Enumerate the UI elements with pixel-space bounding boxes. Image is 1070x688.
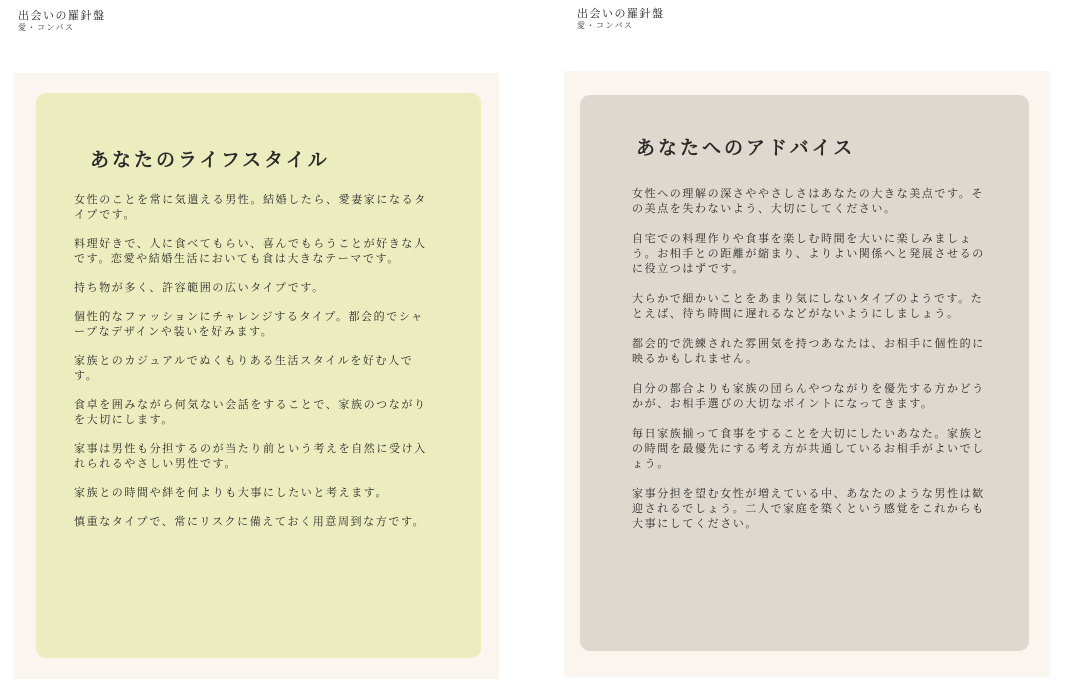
advice-paragraph: 家事分担を望む女性が増えている中、あなたのような男性は歓迎されるでしょう。二人で家庭を築くという感覚をこれからも大事にしてください。 [632, 487, 985, 530]
lifestyle-paragraph: 食卓を囲みながら何気ない会話をすることで、家族のつながりを大切にします。 [74, 398, 427, 426]
lifestyle-paragraph: 女性のことを常に気遣える男性。結婚したら、愛妻家になるタイプです。 [74, 193, 427, 221]
advice-card [580, 95, 1029, 651]
lifestyle-paragraph: 個性的なファッションにチャレンジするタイプ。都会的でシャープなデザインや装いを好みます。 [74, 310, 424, 338]
lifestyle-paragraph: 持ち物が多く、許容範囲の広いタイプです。 [74, 281, 325, 294]
lifestyle-paragraph: 料理好きで、人に食べてもらい、喜んでもらうことが好きな人です。恋愛や結婚生活においても食は大きなテーマです。 [74, 237, 427, 265]
lifestyle-card [36, 93, 481, 658]
advice-paragraph: 都会的で洗練された雰囲気を持つあなたは、お相手に個性的に映るかもしれません。 [632, 337, 985, 365]
advice-paragraph: 自分の都合よりも家族の団らんやつながりを優先する方かどうかが、お相手選びの大切なポイントになってきます。 [632, 382, 985, 410]
advice-paragraph: 女性への理解の深さややさしさはあなたの大きな美点です。その美点を失わないよう、大切にしてください。 [632, 187, 984, 215]
brand-header-left [18, 10, 106, 32]
advice-paragraph: 毎日家族揃って食事をすることを大切にしたいあなた。家族との時間を最優先にする考え方が共通しているお相手がよいでしょう。 [632, 427, 985, 470]
brand-subtitle: 愛・コンパス [18, 22, 75, 32]
brand-title: 出会いの羅針盤 [18, 9, 106, 22]
brand-title: 出会いの羅針盤 [577, 7, 665, 20]
lifestyle-paragraph: 家族とのカジュアルでぬくもりある生活スタイルを好む人です。 [74, 354, 414, 382]
brand-subtitle: 愛・コンパス [577, 20, 634, 30]
advice-title: あなたへのアドバイス [636, 137, 856, 159]
lifestyle-paragraph: 慎重なタイプで、常にリスクに備えておく用意周到な方です。 [74, 515, 426, 528]
lifestyle-paragraph: 家事は男性も分担するのが当たり前という考えを自然に受け入れられるやさしい男性です。 [74, 442, 427, 470]
advice-paragraph: 自宅での料理作りや食事を楽しむ時間を大いに楽しみましょう。お相手との距離が縮まり、よりよい関係へと発展させるのに役立つはずです。 [632, 232, 985, 275]
lifestyle-title: あなたのライフスタイル [90, 149, 330, 171]
advice-paragraph: 大らかで細かいことをあまり気にしないタイプのようです。たとえば、待ち時間に遅れるなどがないようにしましょう。 [632, 292, 984, 320]
brand-header-right [577, 8, 665, 30]
lifestyle-paragraph: 家族との時間や絆を何よりも大事にしたいと考えます。 [74, 486, 389, 499]
